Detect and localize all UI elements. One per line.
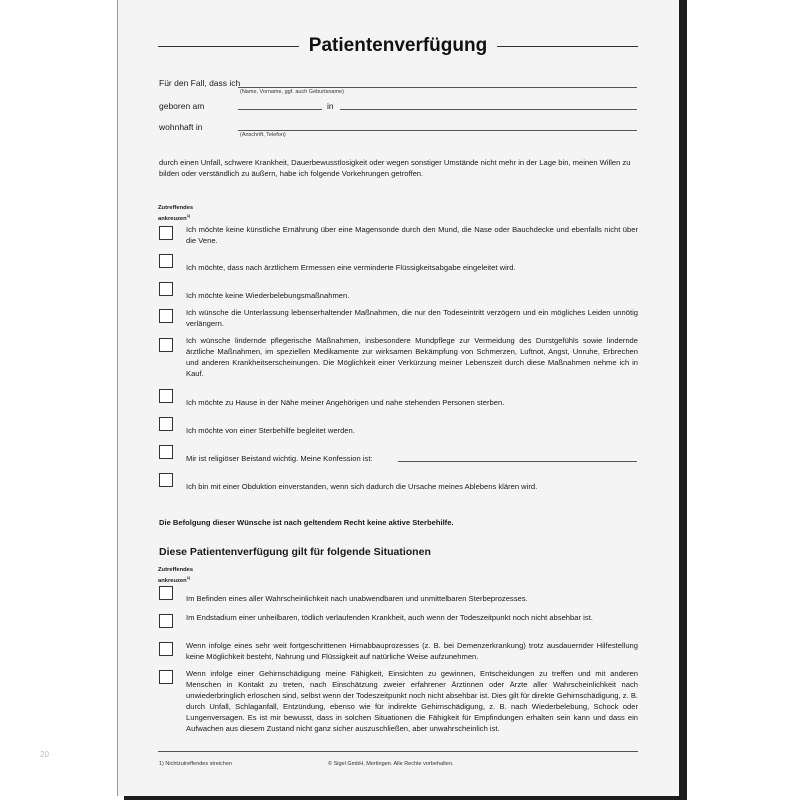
wish-text: Ich möchte zu Hause in der Nähe meiner Angehörigen und nahe stehenden Personen sterben. — [186, 398, 505, 407]
situation-checkbox[interactable] — [159, 614, 173, 628]
copyright: © Sigel GmbH, Mertingen. Alle Rechte vorbehalten. — [328, 761, 454, 767]
tick-header-line2: ankreuzen — [158, 215, 187, 222]
situations-heading: Diese Patientenverfügung gilt für folgende Situationen — [159, 546, 431, 558]
wish-checkbox[interactable] — [159, 338, 173, 352]
wish-text: Ich möchte keine künstliche Ernährung über eine Magensonde durch den Mund, die Nase oder Bauchdecke und ebenfalls nicht über die Vene. — [186, 225, 638, 245]
wish-text: Ich bin mit einer Obduktion einverstanden, wenn sich dadurch die Ursache meines Ablebens klären wird. — [186, 482, 538, 491]
address-field[interactable] — [238, 130, 637, 131]
situation-checkbox[interactable] — [159, 670, 173, 684]
wish-text: Ich möchte, dass nach ärztlichem Ermessen eine verminderte Flüssigkeitsabgabe eingeleitet wird. — [186, 263, 516, 272]
footnote: 1) Nichtzutreffendes streichen — [159, 761, 232, 767]
wish-checkbox[interactable] — [159, 389, 173, 403]
wish-checkbox[interactable] — [159, 254, 173, 268]
wish-checkbox[interactable] — [159, 445, 173, 459]
address-label: wohnhaft in — [159, 122, 203, 132]
name-label: Für den Fall, dass ich — [159, 78, 241, 88]
intro-text: durch einen Unfall, schwere Krankheit, Dauerbewusstlosigkeit oder wegen sonstiger Umstände nicht mehr in der Lage bin, meinen Willen zu bilden oder verständlich zu äußern, habe ich folgende Vorkehrungen getroffen. — [159, 158, 631, 178]
situation-checkbox[interactable] — [159, 642, 173, 656]
document-page — [117, 0, 679, 796]
tick-header-line1: Zutreffendes — [158, 567, 194, 573]
address-hint: (Anschrift, Telefon) — [240, 132, 286, 138]
tick-header-line2: ankreuzen — [158, 577, 187, 584]
situation-text: Wenn infolge einer Gehirnschädigung meine Fähigkeit, Einsichten zu gewinnen, Entscheidungen zu treffen und mit anderen Menschen in Kontakt zu treten, nach Einschätzung zweier erfahrener Ärztinnen oder Ärzte aller Wahrscheinlichkeit nach unwiederbringlich erloschen sind, selbst wenn der Todeszeitpunkt noch nicht absehbar ist. Dies gilt für direkte Gehirnschädigung, z. B. durch Unfall, Schlaganfall, Entzündung, ebenso wie für indirekte Gehirnschädigung, z. B. nach Wiederbelebung, Schock oder Lungenversagen. Es ist mir bewusst, dass in solchen Situationen die Fähigkeit für Empfindungen erhalten sein kann und dass ein Aufwachen aus diesem Zustand nicht ganz sicher auszuschließen, aber unwahrscheinlich ist. — [186, 669, 638, 733]
title-rule-left — [158, 46, 299, 47]
denomination-field[interactable] — [398, 461, 637, 462]
notice-text: Die Befolgung dieser Wünsche ist nach geltendem Recht keine aktive Sterbehilfe. — [159, 518, 454, 527]
tick-header — [158, 567, 193, 585]
wish-checkbox[interactable] — [159, 473, 173, 487]
wish-text: Ich möchte keine Wiederbelebungsmaßnahmen. — [186, 291, 350, 300]
wish-text: Mir ist religiöser Beistand wichtig. Meine Konfession ist: — [186, 454, 373, 463]
footer-rule — [158, 751, 638, 752]
situation-checkbox[interactable] — [159, 586, 173, 600]
wish-checkbox[interactable] — [159, 309, 173, 323]
wish-text: Ich wünsche lindernde pflegerische Maßnahmen, insbesondere Mundpflege zur Vermeidung des Durstgefühls sowie lindernde ärztliche Maßnahmen, im speziellen Medikamente zur wirksamen Bekämpfung von Schmerzen, Luftnot, Angst, Unruhe, Erbrechen und anderen Krankheitserscheinungen. Die Möglichkeit einer Verkürzung meiner Lebenszeit durch diese Maßnahmen nehme ich in Kauf. — [186, 336, 638, 378]
wish-checkbox[interactable] — [159, 226, 173, 240]
tick-header — [158, 205, 193, 223]
birthplace-field[interactable] — [340, 109, 637, 110]
title-bar — [158, 32, 638, 60]
birthplace-label: in — [327, 101, 334, 111]
title-rule-right — [497, 46, 638, 47]
page-title: Patientenverfügung — [308, 35, 488, 56]
name-hint: (Name, Vorname, ggf. auch Geburtsname) — [240, 89, 344, 95]
wish-checkbox[interactable] — [159, 417, 173, 431]
situation-text: Wenn infolge eines sehr weit fortgeschrittenen Hirnabbauprozesses (z. B. bei Demenzerkrankung) trotz ausdauernder Hilfestellung keine Möglichkeit besteht, Nahrung und Flüssigkeit auf natürliche Weise aufzunehmen. — [186, 641, 638, 661]
wish-checkbox[interactable] — [159, 282, 173, 296]
situation-text: Im Endstadium einer unheilbaren, tödlich verlaufenden Krankheit, auch wenn der Todeszeitpunkt noch nicht absehbar ist. — [186, 613, 593, 622]
situation-text: Im Befinden eines aller Wahrscheinlichkeit nach unabwendbaren und unmittelbaren Sterbeprozesses. — [186, 594, 528, 603]
wish-text: Ich möchte von einer Sterbehilfe begleitet werden. — [186, 426, 355, 435]
tick-header-line1: Zutreffendes — [158, 205, 194, 211]
wish-text: Ich wünsche die Unterlassung lebenserhaltender Maßnahmen, die nur den Todeseintritt verzögern und ein mögliches Leiden unnötig verlängern. — [186, 308, 638, 328]
page-number: 20 — [40, 750, 49, 759]
tick-footnote-mark: 1) — [186, 213, 191, 218]
born-label: geboren am — [159, 101, 205, 111]
birthdate-field[interactable] — [238, 109, 322, 110]
tick-footnote-mark: 1) — [186, 575, 191, 580]
name-field[interactable] — [238, 87, 637, 88]
